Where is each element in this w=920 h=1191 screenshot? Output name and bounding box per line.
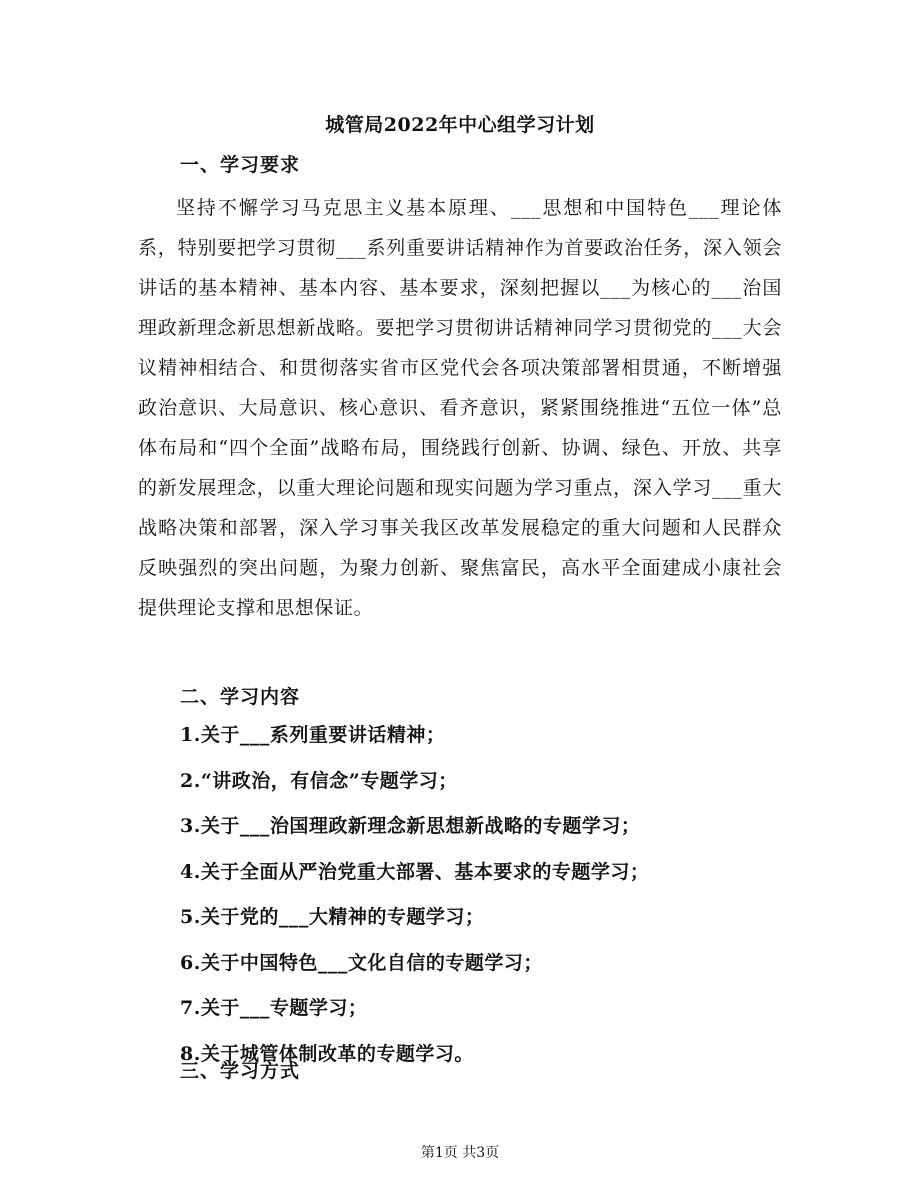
list-item: 3.关于___治国理政新理念新思想新战略的专题学习； [180, 815, 641, 837]
section-heading-requirements: 一、学习要求 [180, 154, 301, 176]
page-indicator: 第1页 共3页 [420, 1145, 500, 1161]
list-item: 2.“讲政治，有信念”专题学习； [180, 769, 458, 792]
list-item: 5.关于党的___大精神的专题学习； [180, 906, 485, 928]
document-title: 城管局2022年中心组学习计划 [325, 114, 595, 136]
list-item: 6.关于中国特色___文化自信的专题学习； [180, 951, 543, 974]
section-heading-methods: 三、学习方式 [180, 1060, 301, 1082]
list-item: 8.关于城管体制改革的专题学习。 [180, 1042, 474, 1065]
list-item: 4.关于全面从严治党重大部署、基本要求的专题学习； [180, 860, 650, 883]
list-item: 7.关于___专题学习； [180, 997, 368, 1019]
requirements-paragraph: 坚持不懈学习马克思主义基本原理、___思想和中国特色___理论体系，特别要把学习贯彻___系列重要讲话精神作为首要政治任务，深入领会讲话的基本精神、基本内容、基本要求，深刻把握以___为核心的___治国理政新理念新思想新战略。要把学习贯彻讲话精神同学习贯彻党的___大会议精神相结合、和贯彻落实省市区党代会各项决策部署相贯通，不断增强政治意识、大局意识、核心意识、看齐意识，紧紧围绕推进“五位一体”总体布局和“四个全面”战略布局，围绕践行创新、协调、绿色、开放、共享的新发展理念，以重大理论问题和现实问题为学习重点，深入学习___重大战略决策和部署，深入学习事关我区改革发展稳定的重大问题和人民群众反映强烈的突出问题，为聚力创新、聚焦富民，高水平全面建成小康社会提供理论支撑和思想保证。 [138, 197, 782, 619]
list-item: 1.关于___系列重要讲话精神； [180, 724, 446, 746]
section-heading-content: 二、学习内容 [180, 686, 301, 708]
content-list [180, 720, 649, 1084]
